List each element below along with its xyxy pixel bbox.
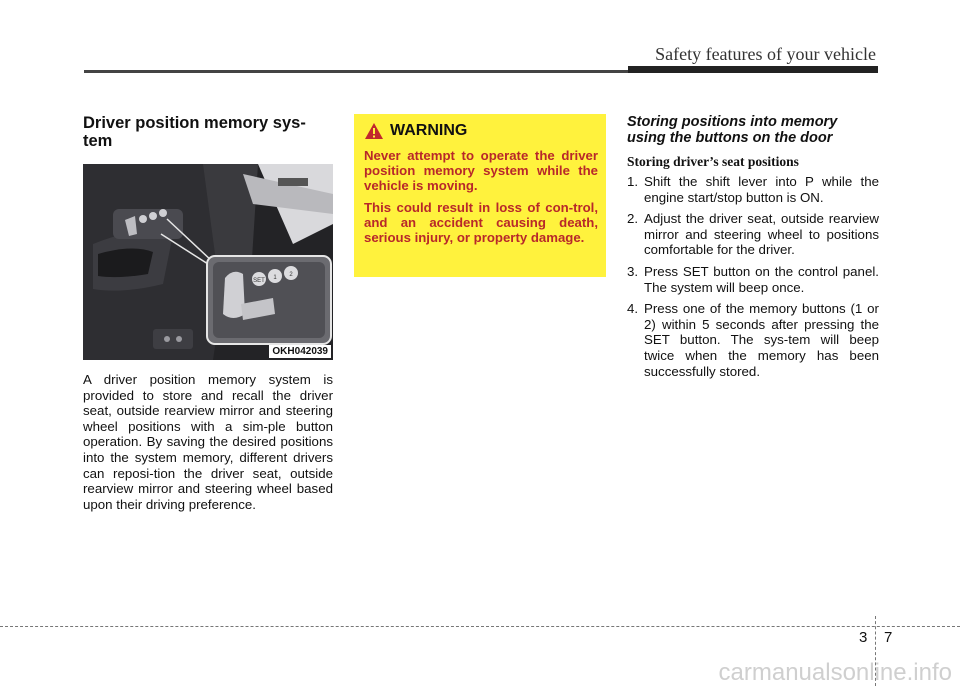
step-number: 3. xyxy=(627,263,639,279)
warning-paragraph: Never attempt to operate the driver position memory system while the vehicle is moving. xyxy=(364,148,598,194)
running-header-title: Safety features of your vehicle xyxy=(655,44,876,64)
svg-text:1: 1 xyxy=(273,275,277,281)
page-number: 7 xyxy=(884,629,893,646)
warning-triangle-icon xyxy=(364,122,384,140)
steps-list xyxy=(627,174,879,379)
step-number: 4. xyxy=(627,301,639,317)
section-title xyxy=(83,114,333,150)
svg-text:2: 2 xyxy=(289,272,293,278)
warning-title: WARNING xyxy=(390,122,468,139)
list-item xyxy=(627,264,879,295)
warning-paragraph: This could result in loss of con-trol, and an accident causing death, serious injury, or property damage. xyxy=(364,199,598,246)
section-body: A driver position memory system is provided to store and recall the driver seat, outside rearview mirror and steering wheel positions with a sim-ple button operation. By saving the desired positions into the system memory, different drivers can reposi-tion the driver seat, outside rearview mirror and steering wheel based upon their driving preference. xyxy=(83,372,333,512)
storing-heading: Storing positions into memory using the buttons on the door xyxy=(627,114,838,146)
chapter-number: 3 xyxy=(859,629,868,646)
storing-subheading: Storing driver’s seat positions xyxy=(627,154,799,169)
step-number: 1. xyxy=(627,174,639,189)
footer-rule xyxy=(0,626,960,627)
list-item xyxy=(627,211,879,258)
step-number: 2. xyxy=(627,211,639,227)
warning-box xyxy=(354,114,606,277)
watermark: carmanualsonline.info xyxy=(718,659,952,686)
door-memory-buttons-figure xyxy=(83,164,333,360)
step-text: Press one of the memory buttons (1 or 2) within 5 seconds after pressing the SET button. The sys-tem will beep twice when the memory has been successfully stored. xyxy=(644,301,879,379)
door-panel-illustration xyxy=(83,164,333,360)
step-text: Press SET button on the control panel. The system will beep once. xyxy=(644,263,879,295)
step-text: Adjust the driver seat, outside rearview mirror and steering wheel to positions comfortable for the driver. xyxy=(644,211,879,258)
step-text: Shift the shift lever into P while the engine start/stop button is ON. xyxy=(644,174,879,205)
list-item xyxy=(627,301,879,379)
svg-text:SET: SET xyxy=(253,278,265,284)
warning-header xyxy=(364,122,598,140)
right-column xyxy=(627,114,879,385)
left-column xyxy=(83,114,333,512)
header-rule-accent xyxy=(628,66,878,73)
list-item xyxy=(627,174,879,205)
section-title-text: Driver position memory sys- tem xyxy=(83,114,306,150)
figure-code: OKH042039 xyxy=(269,345,331,358)
